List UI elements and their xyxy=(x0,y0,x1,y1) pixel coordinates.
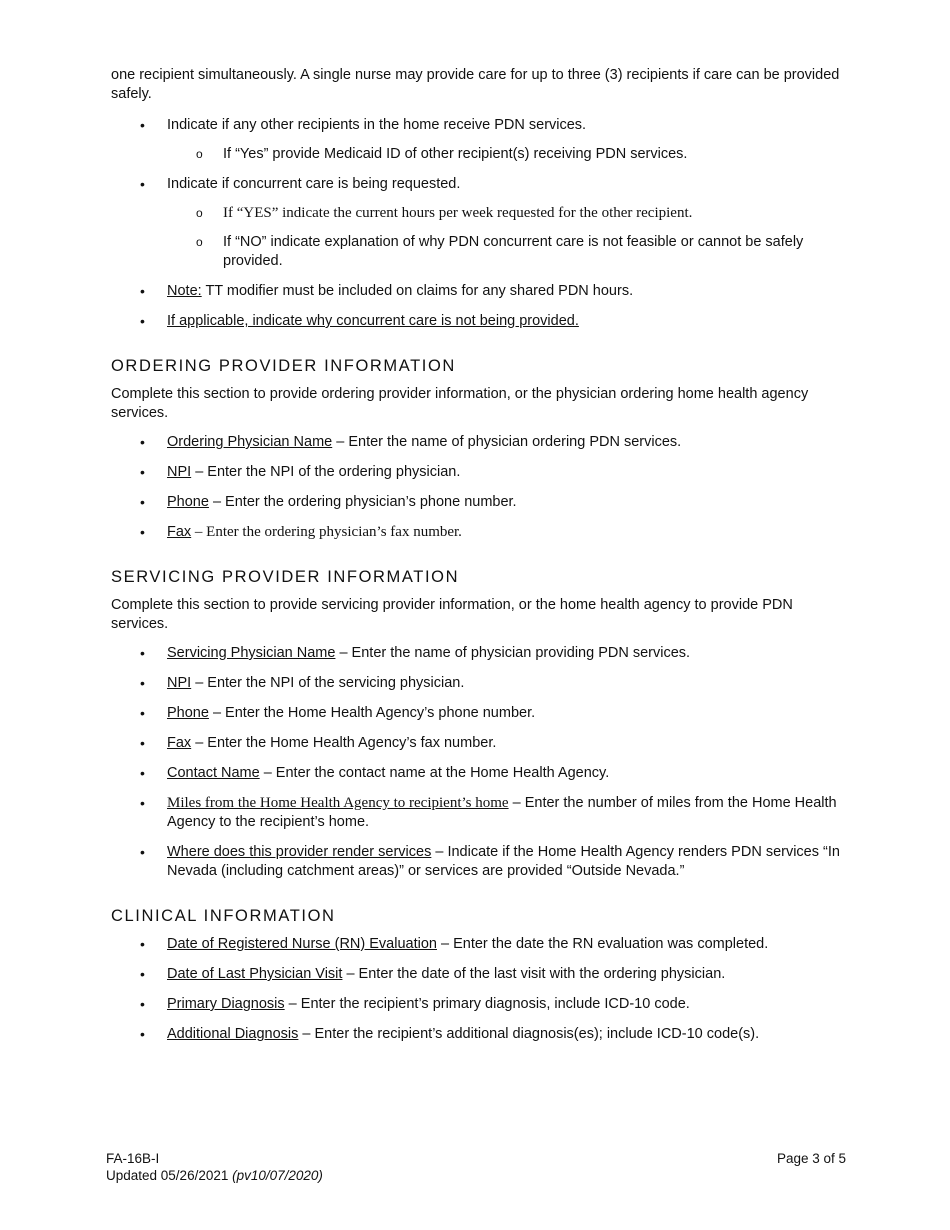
list-item xyxy=(111,995,851,1014)
field-description: – Enter the ordering physician’s fax number. xyxy=(191,524,462,540)
section-heading: ORDERING PROVIDER INFORMATION xyxy=(111,357,456,375)
field-description: – Enter the ordering physician’s phone number. xyxy=(208,494,517,510)
list-item xyxy=(111,764,851,783)
prior-version: (pv10/07/2020) xyxy=(232,1168,323,1183)
field-description: – Enter the name of physician providing PDN services. xyxy=(335,645,691,661)
page-number: Page 3 of 5 xyxy=(776,1151,846,1166)
field-description: – Enter the date of the last visit with the ordering physician. xyxy=(342,966,726,982)
field-label: NPI xyxy=(167,675,192,691)
list-item-text: Indicate if any other recipients in the home receive PDN services. xyxy=(167,117,587,133)
field-label: Where does this provider render services xyxy=(167,844,432,860)
ordering-provider-list xyxy=(111,433,851,542)
list-item xyxy=(111,1025,851,1044)
sub-list-item xyxy=(167,233,851,271)
updated-text: Updated 05/26/2021 xyxy=(106,1168,233,1183)
section-description: Complete this section to provide ordering provider information, or the physician ordering home health agency services. xyxy=(111,386,809,421)
page-footer xyxy=(106,1150,846,1184)
list-item xyxy=(111,965,851,984)
field-description: – Enter the recipient’s primary diagnosis, include ICD-10 code. xyxy=(284,996,690,1012)
document-page xyxy=(111,66,851,1055)
list-item xyxy=(111,175,851,271)
field-description: – Enter the NPI of the servicing physician. xyxy=(191,675,465,691)
servicing-provider-list xyxy=(111,644,851,881)
note-label: Note: xyxy=(167,283,202,299)
ordering-provider-section xyxy=(111,355,851,542)
list-item-text: Indicate if concurrent care is being requested. xyxy=(167,176,461,192)
servicing-provider-section xyxy=(111,566,851,881)
sub-list xyxy=(167,204,851,271)
field-label: NPI xyxy=(167,464,192,480)
list-item xyxy=(111,523,851,542)
list-item xyxy=(111,935,851,954)
field-description: – Enter the number of miles from the Home Health Agency to the recipient’s home. xyxy=(167,795,837,830)
field-description: – Enter the recipient’s additional diagnosis(es); include ICD-10 code(s). xyxy=(298,1026,760,1042)
list-item xyxy=(111,704,851,723)
list-item xyxy=(111,433,851,452)
field-label: Fax xyxy=(167,524,192,540)
field-label: Ordering Physician Name xyxy=(167,434,333,450)
field-label: Phone xyxy=(167,705,209,721)
list-item xyxy=(111,116,851,164)
list-item xyxy=(111,493,851,512)
list-item-text: If applicable, indicate why concurrent care is not being provided. xyxy=(167,313,579,329)
sub-list-item xyxy=(167,204,851,223)
section-heading: CLINICAL INFORMATION xyxy=(111,907,336,925)
field-description: – Indicate if the Home Health Agency renders PDN services “In Nevada (including catchment areas)” or services are provided “Outside Nevada.” xyxy=(167,844,840,879)
field-label: Primary Diagnosis xyxy=(167,996,285,1012)
field-label: Fax xyxy=(167,735,192,751)
field-description: – Enter the Home Health Agency’s phone number. xyxy=(208,705,536,721)
concurrent-care-list xyxy=(111,116,851,331)
sub-list-item-text: If “NO” indicate explanation of why PDN concurrent care is not feasible or cannot be safely provided. xyxy=(223,234,804,269)
list-item xyxy=(111,843,851,881)
field-label: Date of Last Physician Visit xyxy=(167,966,343,982)
field-description: – Enter the Home Health Agency’s fax number. xyxy=(191,735,497,751)
sub-list xyxy=(167,145,851,164)
list-item xyxy=(111,463,851,482)
list-item xyxy=(111,794,851,832)
sub-list-item-text: If “YES” indicate the current hours per week requested for the other recipient. xyxy=(223,205,693,221)
section-heading: SERVICING PROVIDER INFORMATION xyxy=(111,568,460,586)
field-label: Contact Name xyxy=(167,765,260,781)
sub-list-item-text: If “Yes” provide Medicaid ID of other recipient(s) receiving PDN services. xyxy=(223,146,688,162)
list-item xyxy=(111,312,851,331)
field-description: – Enter the date the RN evaluation was completed. xyxy=(436,936,769,952)
field-label: Date of Registered Nurse (RN) Evaluation xyxy=(167,936,437,952)
intro-paragraph: one recipient simultaneously. A single nurse may provide care for up to three (3) recipients if care can be provided safely. xyxy=(111,67,840,102)
note-text: TT modifier must be included on claims for any shared PDN hours. xyxy=(201,283,634,299)
list-item xyxy=(111,282,851,301)
list-item xyxy=(111,644,851,663)
field-description: – Enter the contact name at the Home Health Agency. xyxy=(259,765,610,781)
clinical-list xyxy=(111,935,851,1044)
field-description: – Enter the NPI of the ordering physician. xyxy=(191,464,461,480)
form-id: FA-16B-I xyxy=(106,1151,160,1166)
field-label: Miles from the Home Health Agency to recipient’s home xyxy=(167,795,509,811)
section-description: Complete this section to provide servicing provider information, or the home health agency to provide PDN services. xyxy=(111,597,793,632)
updated-date xyxy=(106,1167,846,1184)
field-label: Servicing Physician Name xyxy=(167,645,336,661)
field-label: Additional Diagnosis xyxy=(167,1026,299,1042)
clinical-section xyxy=(111,905,851,1044)
field-label: Phone xyxy=(167,494,209,510)
list-item xyxy=(111,734,851,753)
sub-list-item xyxy=(167,145,851,164)
field-description: – Enter the name of physician ordering PDN services. xyxy=(332,434,682,450)
list-item xyxy=(111,674,851,693)
